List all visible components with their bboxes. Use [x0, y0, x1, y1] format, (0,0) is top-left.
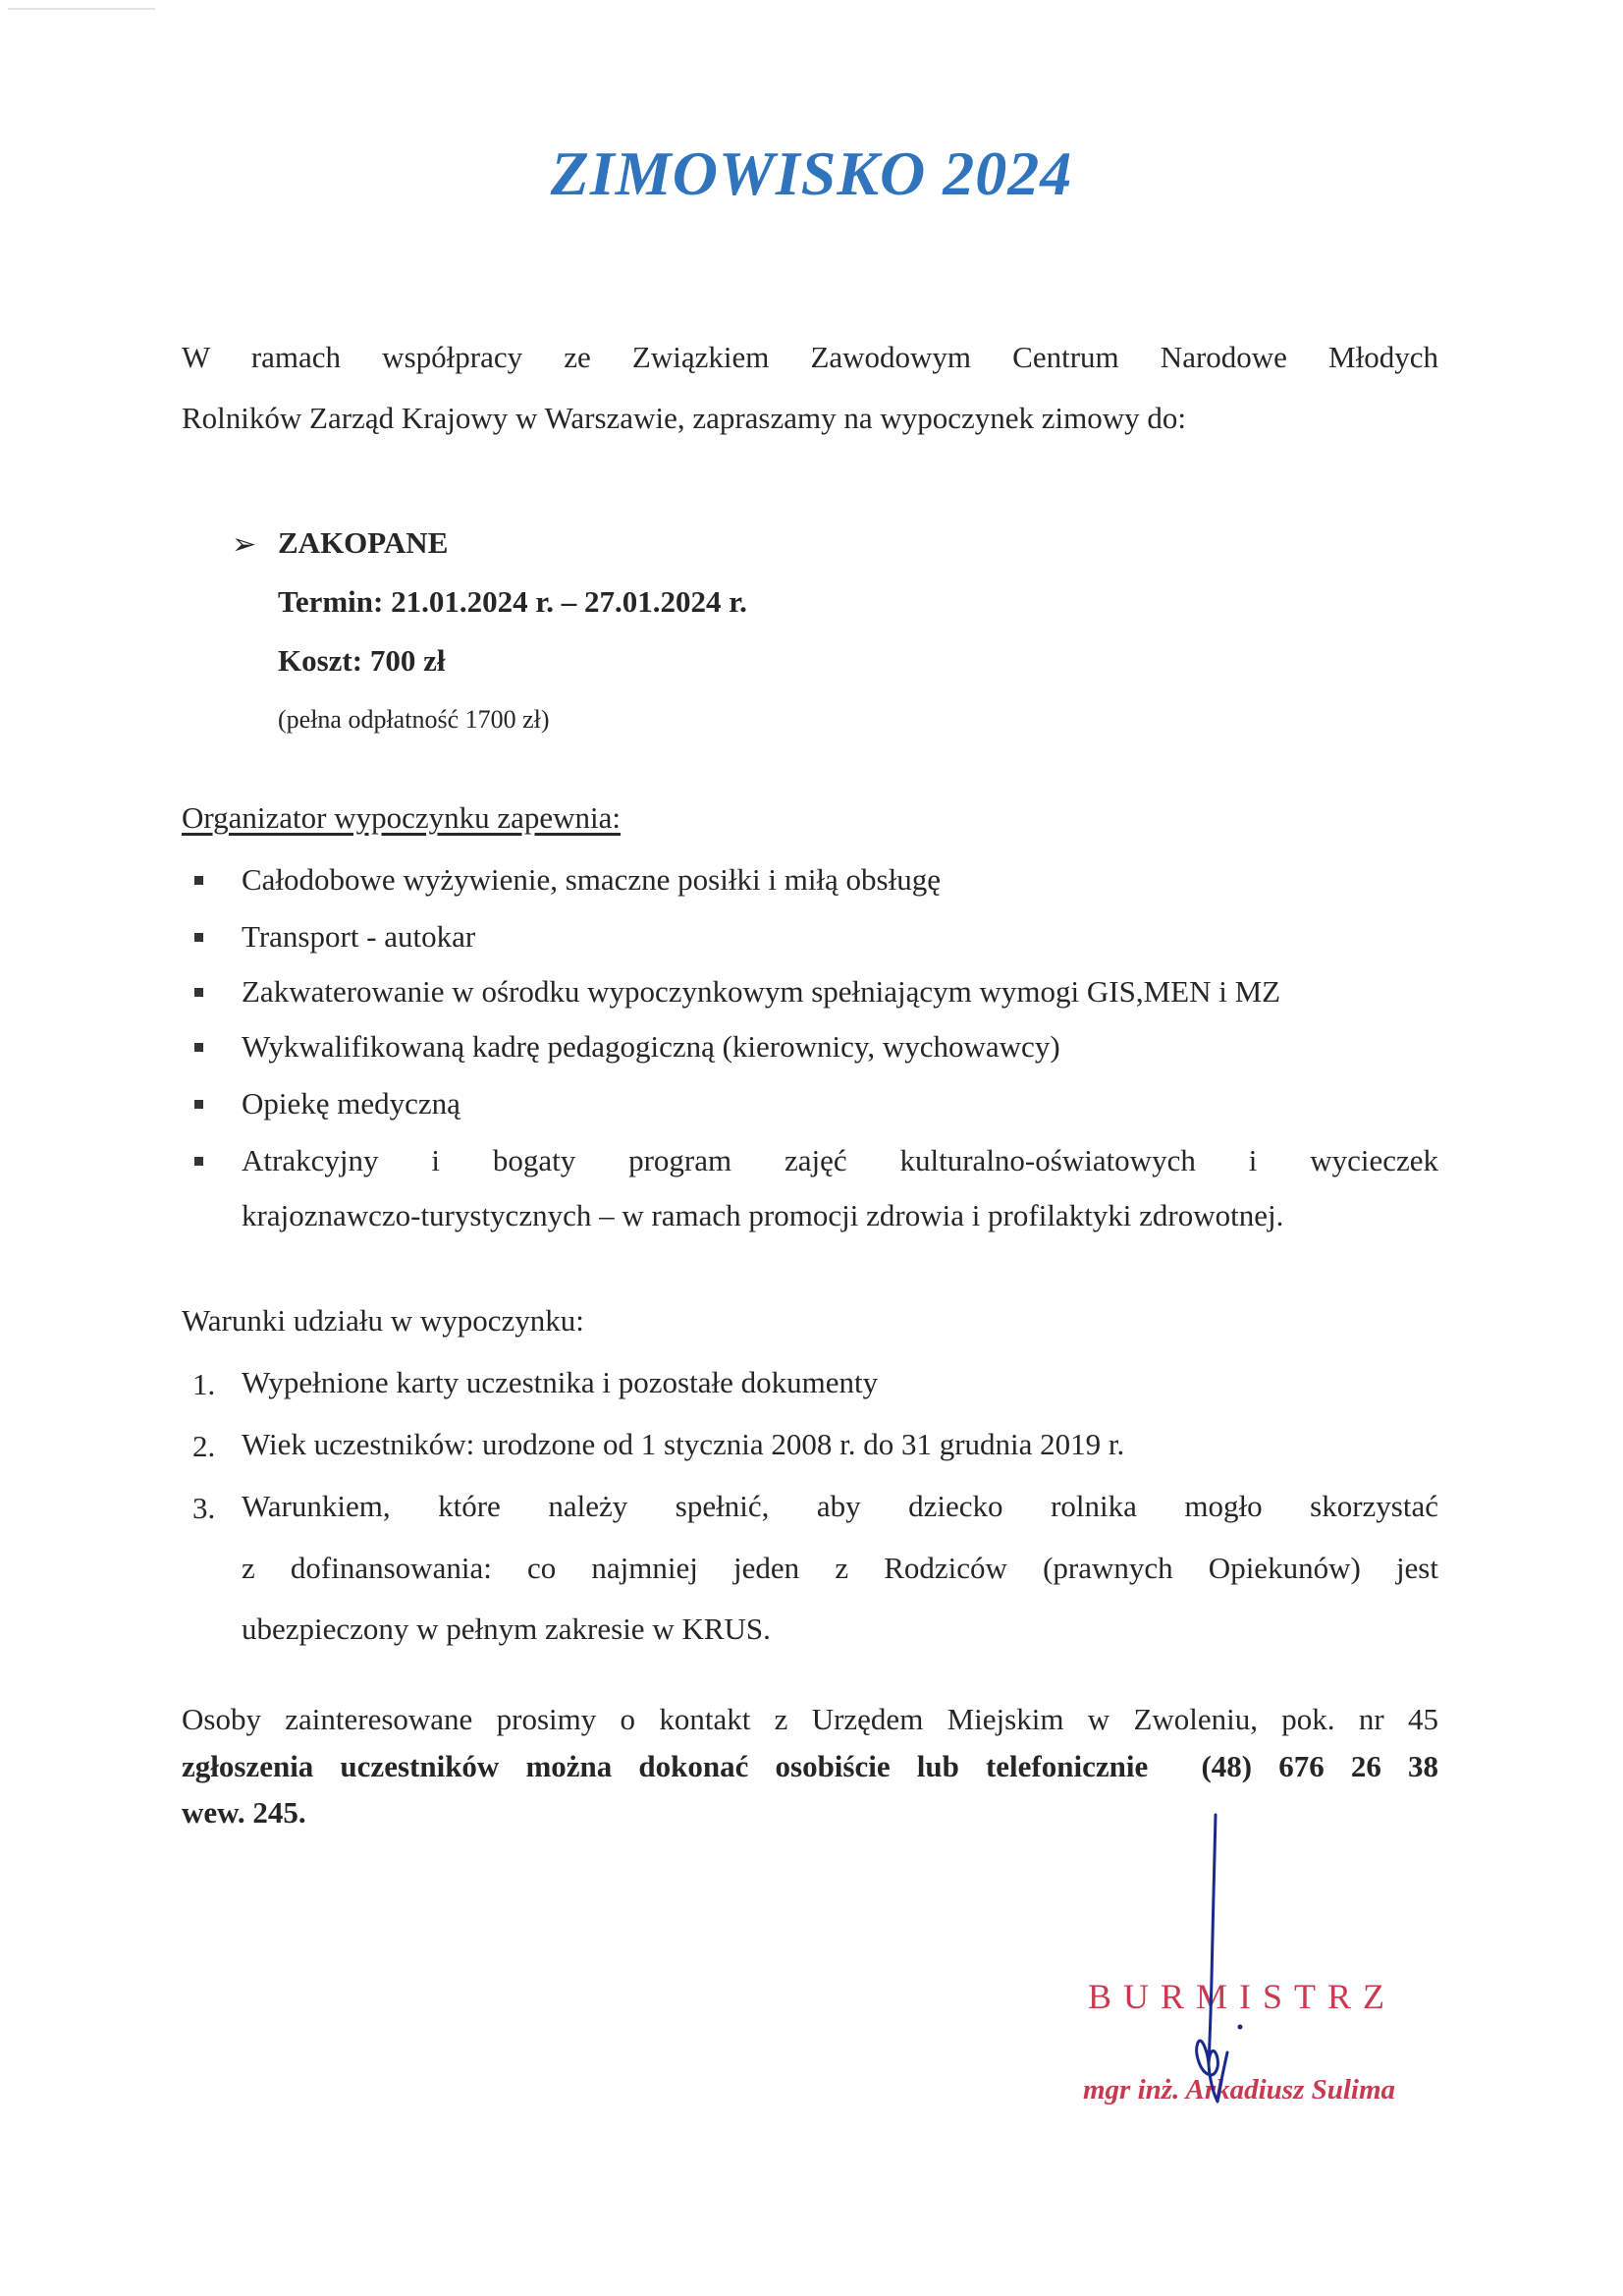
- provides-item: Transport - autokar: [242, 919, 476, 954]
- stamp-name: mgr inż. Arkadiusz Sulima: [1083, 2074, 1396, 2105]
- provides-item: Całodobowe wyżywienie, smaczne posiłki i miłą obsługę: [242, 862, 941, 897]
- arrow-bullet-icon: ➢: [232, 528, 257, 561]
- square-bullet-icon: [194, 1043, 203, 1052]
- condition-line: Wypełnione karty uczestnika i pozostałe dokumenty: [242, 1365, 879, 1399]
- provides-heading: Organizator wypoczynku zapewnia:: [182, 800, 622, 835]
- destination-term: Termin: 21.01.2024 r. – 27.01.2024 r.: [278, 584, 747, 619]
- list-number: 1.: [192, 1367, 216, 1401]
- contact-line-2: zgłoszenia uczestników można dokonać osobiście lub telefonicznie (48) 676 26 38: [182, 1749, 1438, 1783]
- provides-item-continued: krajoznawczo-turystycznych – w ramach promocji zdrowia i profilaktyki zdrowotnej.: [242, 1198, 1284, 1232]
- square-bullet-icon: [194, 1157, 203, 1166]
- square-bullet-icon: [194, 988, 203, 997]
- stamp-title: BURMISTRZ: [1088, 1977, 1397, 2016]
- intro-line-1: W ramach współpracy ze Związkiem Zawodowym Centrum Narodowe Młodych: [182, 340, 1438, 374]
- condition-line: ubezpieczony w pełnym zakresie w KRUS.: [242, 1612, 771, 1646]
- provides-item: Wykwalifikowaną kadrę pedagogiczną (kierownicy, wychowawcy): [242, 1029, 1060, 1064]
- square-bullet-icon: [194, 1100, 203, 1109]
- condition-line: Wiek uczestników: urodzone od 1 stycznia 2008 r. do 31 grudnia 2019 r.: [242, 1427, 1125, 1461]
- contact-line-1: Osoby zainteresowane prosimy o kontakt z Urzędem Miejskim w Zwoleniu, pok. nr 45: [182, 1702, 1438, 1736]
- condition-line: Warunkiem, które należy spełnić, aby dziecko rolnika mogło skorzystać: [242, 1489, 1438, 1523]
- destination-name: ZAKOPANE: [278, 525, 449, 560]
- square-bullet-icon: [194, 876, 203, 885]
- list-number: 2.: [192, 1429, 216, 1463]
- intro-line-2: Rolników Zarząd Krajowy w Warszawie, zapraszamy na wypoczynek zimowy do:: [182, 401, 1187, 435]
- scan-edge-mark: [8, 8, 155, 10]
- conditions-heading: Warunki udziału w wypoczynku:: [182, 1303, 584, 1338]
- destination-cost: Koszt: 700 zł: [278, 643, 446, 678]
- provides-item: Zakwaterowanie w ośrodku wypoczynkowym spełniającym wymogi GIS,MEN i MZ: [242, 974, 1281, 1009]
- page-title: ZIMOWISKO 2024: [550, 138, 1073, 208]
- list-number: 3.: [192, 1491, 216, 1525]
- square-bullet-icon: [194, 933, 203, 942]
- contact-line-3: wew. 245.: [182, 1795, 306, 1830]
- condition-line: z dofinansowania: co najmniej jeden z Rodziców (prawnych Opiekunów) jest: [242, 1551, 1438, 1585]
- provides-item: Atrakcyjny i bogaty program zajęć kulturalno-oświatowych i wycieczek: [242, 1143, 1438, 1177]
- destination-full-cost: (pełna odpłatność 1700 zł): [278, 705, 550, 734]
- provides-item: Opiekę medyczną: [242, 1086, 460, 1121]
- signature-icon: [1159, 1807, 1276, 2111]
